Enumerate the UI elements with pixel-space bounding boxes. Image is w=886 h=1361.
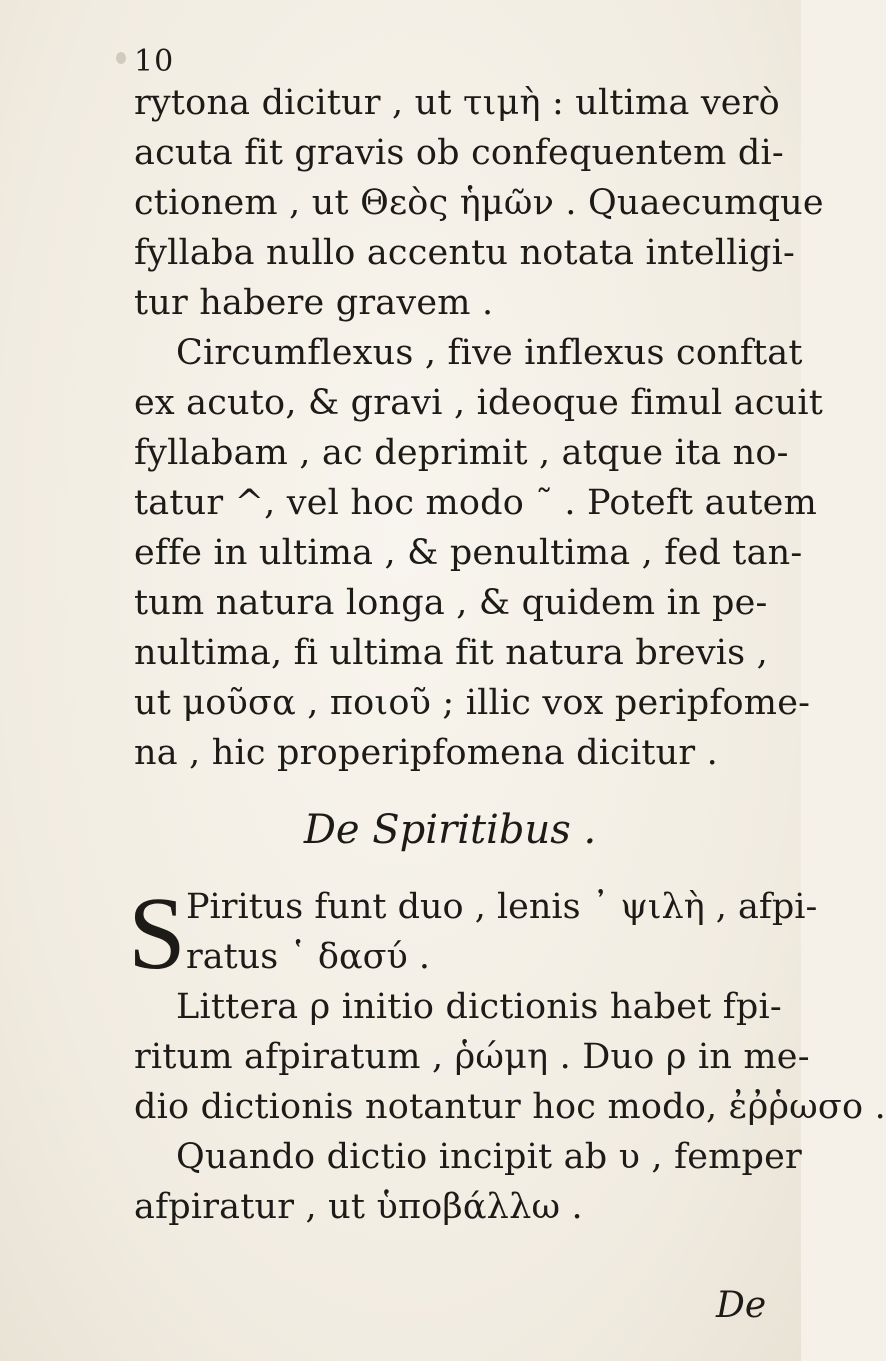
text-line: afpiratur , ut ὑποβάλλω .: [134, 1187, 583, 1227]
text-line: effe in ultima , & penultima , fed tan-: [134, 533, 803, 573]
catchword: De: [716, 1285, 767, 1326]
text-line: ratus ῾ δασύ .: [186, 937, 431, 977]
text-line: tatur ^, vel hoc modo ῀ . Poteft autem: [134, 483, 817, 523]
text-line: rytona dicitur , ut τιμὴ : ultima verò: [134, 83, 780, 123]
text-line: Quando dictio incipit ab υ , femper: [176, 1137, 802, 1177]
text-line: tur habere gravem .: [134, 283, 494, 323]
text-line: ritum afpiratum , ῥώμη . Duo ρ in me-: [134, 1037, 810, 1077]
text-line: fyllabam , ac deprimit , atque ita no-: [134, 433, 789, 473]
text-line: ex acuto, & gravi , ideoque fimul acuit: [134, 383, 824, 423]
text-line: Piritus funt duo , lenis ᾿ ψιλὴ , afpi-: [186, 887, 818, 927]
ink-blot: [116, 52, 126, 64]
text-line: acuta fit gravis ob confequentem di-: [134, 133, 784, 173]
text-block: [128, 78, 886, 1232]
section-heading: De Spiritibus .: [303, 807, 597, 853]
dropcap-paragraph: [128, 876, 818, 991]
text-line: Circumflexus , five inflexus conftat: [176, 333, 803, 373]
text-line: tum natura longa , & quidem in pe-: [134, 583, 768, 623]
text-line: fyllaba nullo accentu notata intelligi-: [134, 233, 796, 273]
page-number: 10: [134, 44, 175, 79]
text-line: Littera ρ initio dictionis habet fpi-: [176, 987, 782, 1027]
text-line: ctionem , ut Θεὸς ἡμῶν . Quaecumque: [134, 183, 824, 223]
text-line: na , hic properipfomena dicitur .: [134, 733, 718, 773]
drop-cap-letter: S: [128, 876, 186, 991]
text-line: ut μοῦσα , ποιοῦ ; illic vox peripfome-: [134, 683, 811, 723]
text-line: dio dictionis notantur hoc modo, ἐῤῥωσο .: [134, 1087, 886, 1127]
text-line: nultima, fi ultima fit natura brevis ,: [134, 633, 768, 673]
